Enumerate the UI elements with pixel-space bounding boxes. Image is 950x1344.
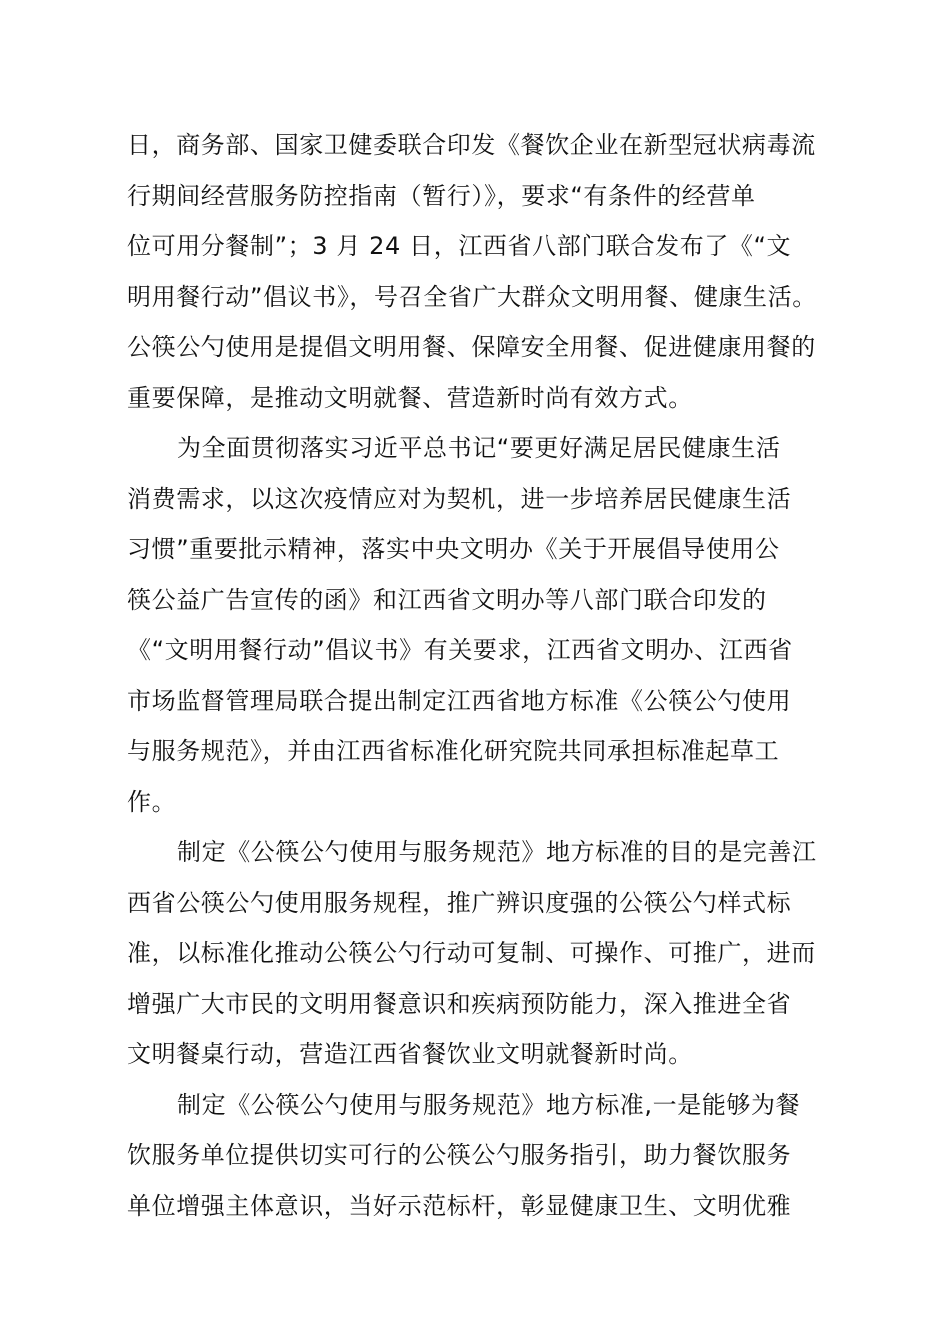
text-line: 消费需求，以这次疫情应对为契机，进一步培养居民健康生活 — [127, 484, 792, 513]
text-line: 位可用分餐制”；3 月 24 日，江西省八部门联合发布了《“文 — [127, 232, 792, 260]
text-line: 明用餐行动”倡议书》，号召全省广大群众文明用餐、健康生活。 — [127, 282, 817, 311]
text-line: 单位增强主体意识，当好示范标杆，彰显健康卫生、文明优雅 — [127, 1191, 792, 1220]
text-line: 准，以标准化推动公筷公勺行动可复制、可操作、可推广，进而 — [127, 939, 816, 967]
text-line: 《“文明用餐行动”倡议书》有关要求，江西省文明办、江西省 — [127, 636, 793, 664]
text-line: 市场监督管理局联合提出制定江西省地方标准《公筷公勺使用 — [127, 686, 792, 715]
text-line: 行期间经营服务防控指南（暂行）》，要求“有条件的经营单 — [127, 181, 756, 210]
text-line: 增强广大市民的文明用餐意识和疾病预防能力，深入推进全省 — [127, 989, 792, 1018]
paragraph-start-line: 为全面贯彻落实习近平总书记“要更好满足居民健康生活 — [177, 434, 781, 462]
text-line: 西省公筷公勺使用服务规程，推广辨识度强的公筷公勺样式标 — [127, 888, 792, 917]
paragraph-start-line: 制定《公筷公勺使用与服务规范》地方标准,一是能够为餐 — [177, 1090, 801, 1119]
text-line: 文明餐桌行动，营造江西省餐饮业文明就餐新时尚。 — [127, 1040, 693, 1068]
text-line: 筷公益广告宣传的函》和江西省文明办等八部门联合印发的 — [127, 585, 767, 614]
text-line: 重要保障，是推动文明就餐、营造新时尚有效方式。 — [127, 383, 693, 412]
text-line: 公筷公勺使用是提倡文明用餐、保障安全用餐、促进健康用餐的 — [127, 333, 816, 361]
paragraph-start-line: 制定《公筷公勺使用与服务规范》地方标准的目的是完善江 — [177, 838, 817, 866]
text-line: 与服务规范》，并由江西省标准化研究院共同承担标准起草工 — [127, 737, 780, 765]
document-body — [127, 120, 827, 1231]
text-line: 饮服务单位提供切实可行的公筷公勺服务指引，助力餐饮服务 — [127, 1141, 792, 1169]
text-line: 作。 — [127, 787, 177, 816]
text-line: 日，商务部、国家卫健委联合印发《餐饮企业在新型冠状病毒流 — [127, 131, 816, 159]
text-line: 习惯”重要批示精神，落实中央文明办《关于开展倡导使用公 — [127, 535, 780, 563]
